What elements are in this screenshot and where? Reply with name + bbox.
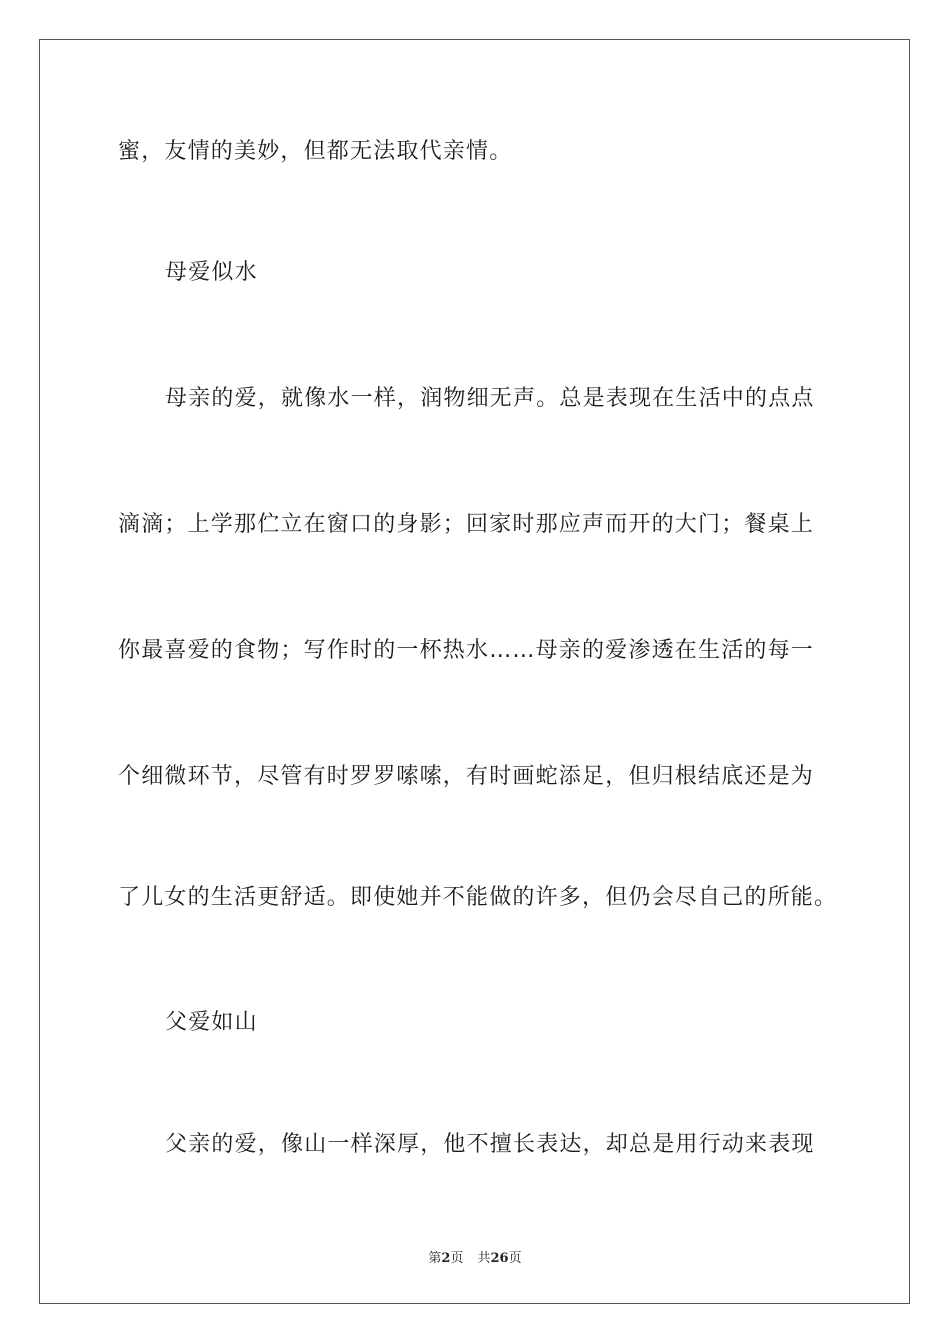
- footer-page-suffix: 页: [450, 1251, 464, 1266]
- text-line-7: 了儿女的生活更舒适。即使她并不能做的许多，但仍会尽自己的所能。: [118, 885, 838, 910]
- footer-page-prefix: 第: [428, 1251, 442, 1266]
- text-line-9: 父亲的爱，像山一样深厚，他不擅长表达，却总是用行动来表现: [165, 1132, 815, 1157]
- text-line-1: 蜜，友情的美妙，但都无法取代亲情。: [118, 139, 513, 164]
- footer-page-number: 2: [441, 1251, 451, 1266]
- text-line-3: 母亲的爱，就像水一样，润物细无声。总是表现在生活中的点点: [165, 386, 815, 411]
- text-line-4: 滴滴；上学那伫立在窗口的身影；回家时那应声而开的大门；餐桌上: [118, 512, 815, 537]
- heading-mother-love: 母爱似水: [165, 260, 258, 285]
- footer-total-pages: 26: [490, 1251, 509, 1266]
- page-footer: [0, 1247, 950, 1266]
- text-line-6: 个细微环节，尽管有时罗罗嗦嗦，有时画蛇添足，但归根结底还是为: [118, 764, 815, 789]
- heading-father-love: 父爱如山: [165, 1010, 258, 1035]
- page-border: [39, 39, 910, 1304]
- footer-total-prefix: 共: [477, 1251, 491, 1266]
- text-line-5: 你最喜爱的食物；写作时的一杯热水……母亲的爱渗透在生活的每一: [118, 638, 815, 663]
- footer-total-suffix: 页: [508, 1251, 522, 1266]
